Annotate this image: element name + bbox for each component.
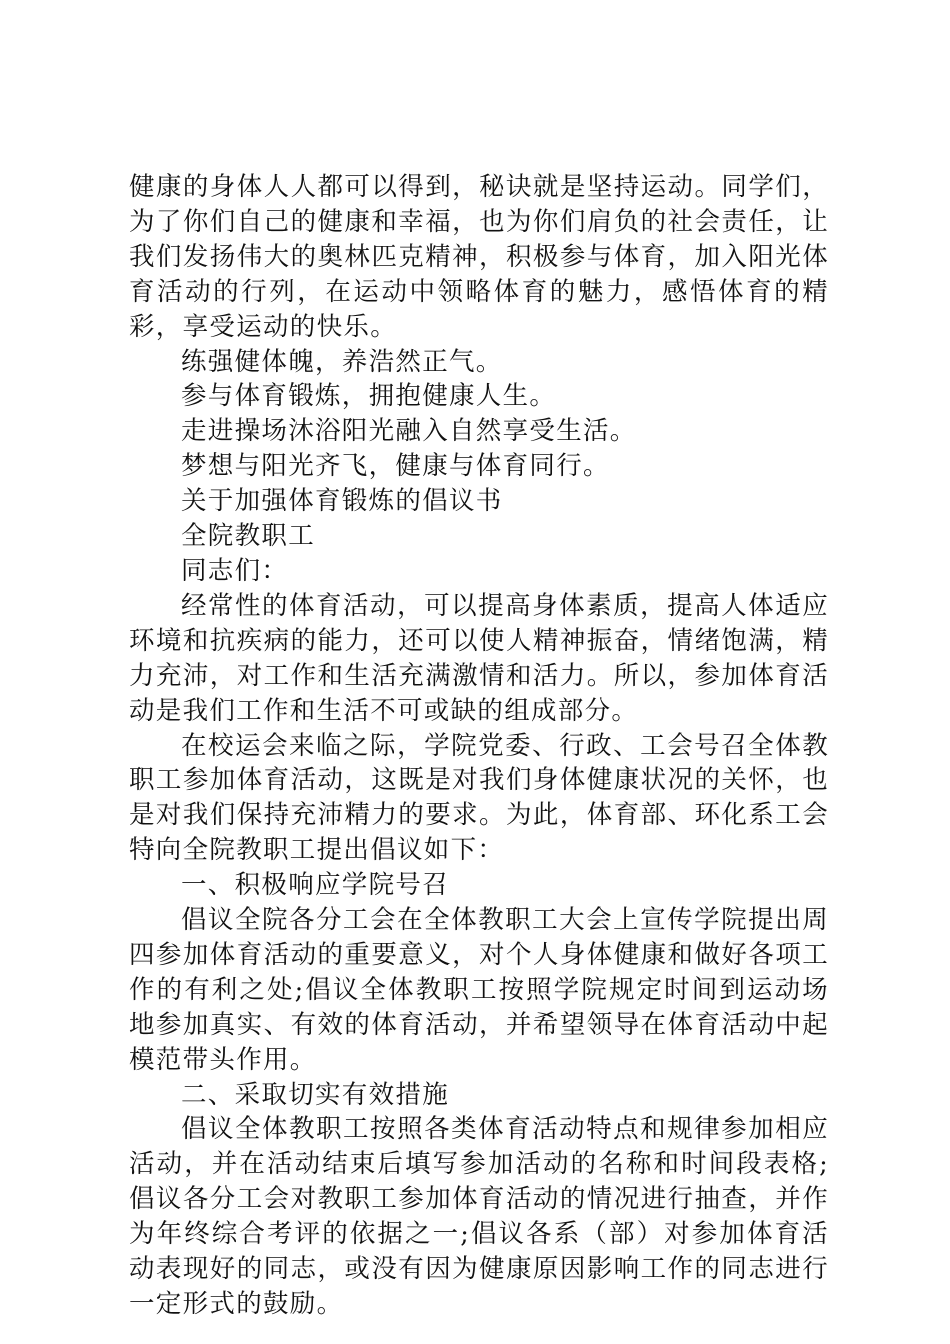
heading-point-1: 一、积极响应学院号召 xyxy=(181,870,450,901)
salutation: 同志们： xyxy=(181,555,289,586)
slogan-2: 参与体育锻炼，拥抱健康人生。 xyxy=(181,381,557,412)
heading-point-2: 二、采取切实有效措施 xyxy=(181,1079,450,1110)
section-title: 关于加强体育锻炼的倡议书 xyxy=(181,486,503,517)
paragraph-intro: 健康的身体人人都可以得到，秘诀就是坚持运动。同学们，为了你们自己的健康和幸福，也为你们肩负的社会责任，让我们发扬伟大的奥林匹克精神，积极参与体育，加入阳光体育活动的行列，在运动中领略体育的魅力，感悟体育的精彩，享受运动的快乐。 xyxy=(129,172,829,342)
document-body xyxy=(129,170,829,1322)
slogan-1: 练强健体魄，养浩然正气。 xyxy=(181,346,503,377)
slogan-4: 梦想与阳光齐飞，健康与体育同行。 xyxy=(181,451,610,482)
slogan-3: 走进操场沐浴阳光融入自然享受生活。 xyxy=(181,416,637,447)
paragraph-point-1: 倡议全院各分工会在全体教职工大会上宣传学院提出周四参加体育活动的重要意义，对个人身体健康和做好各项工作的有利之处;倡议全体教职工按照学院规定时间到运动场地参加真实、有效的体育活动，并希望领导在体育活动中起模范带头作用。 xyxy=(129,905,829,1075)
paragraph-point-2: 倡议全体教职工按照各类体育活动特点和规律参加相应活动，并在活动结束后填写参加活动的名称和时间段表格;倡议各分工会对教职工参加体育活动的情况进行抽查，并作为年终综合考评的依据之一;倡议各系（部）对参加体育活动表现好的同志，或没有因为健康原因影响工作的同志进行一定形式的鼓励。 xyxy=(129,1114,829,1319)
paragraph-call: 在校运会来临之际，学院党委、行政、工会号召全体教职工参加体育活动，这既是对我们身体健康状况的关怀，也是对我们保持充沛精力的要求。为此，体育部、环化系工会特向全院教职工提出倡议如下： xyxy=(129,730,829,866)
addressee: 全院教职工 xyxy=(181,521,316,552)
paragraph-benefits: 经常性的体育活动，可以提高身体素质，提高人体适应环境和抗疾病的能力，还可以使人精神振奋，情绪饱满，精力充沛，对工作和生活充满激情和活力。所以，参加体育活动是我们工作和生活不可或缺的组成部分。 xyxy=(129,590,829,726)
